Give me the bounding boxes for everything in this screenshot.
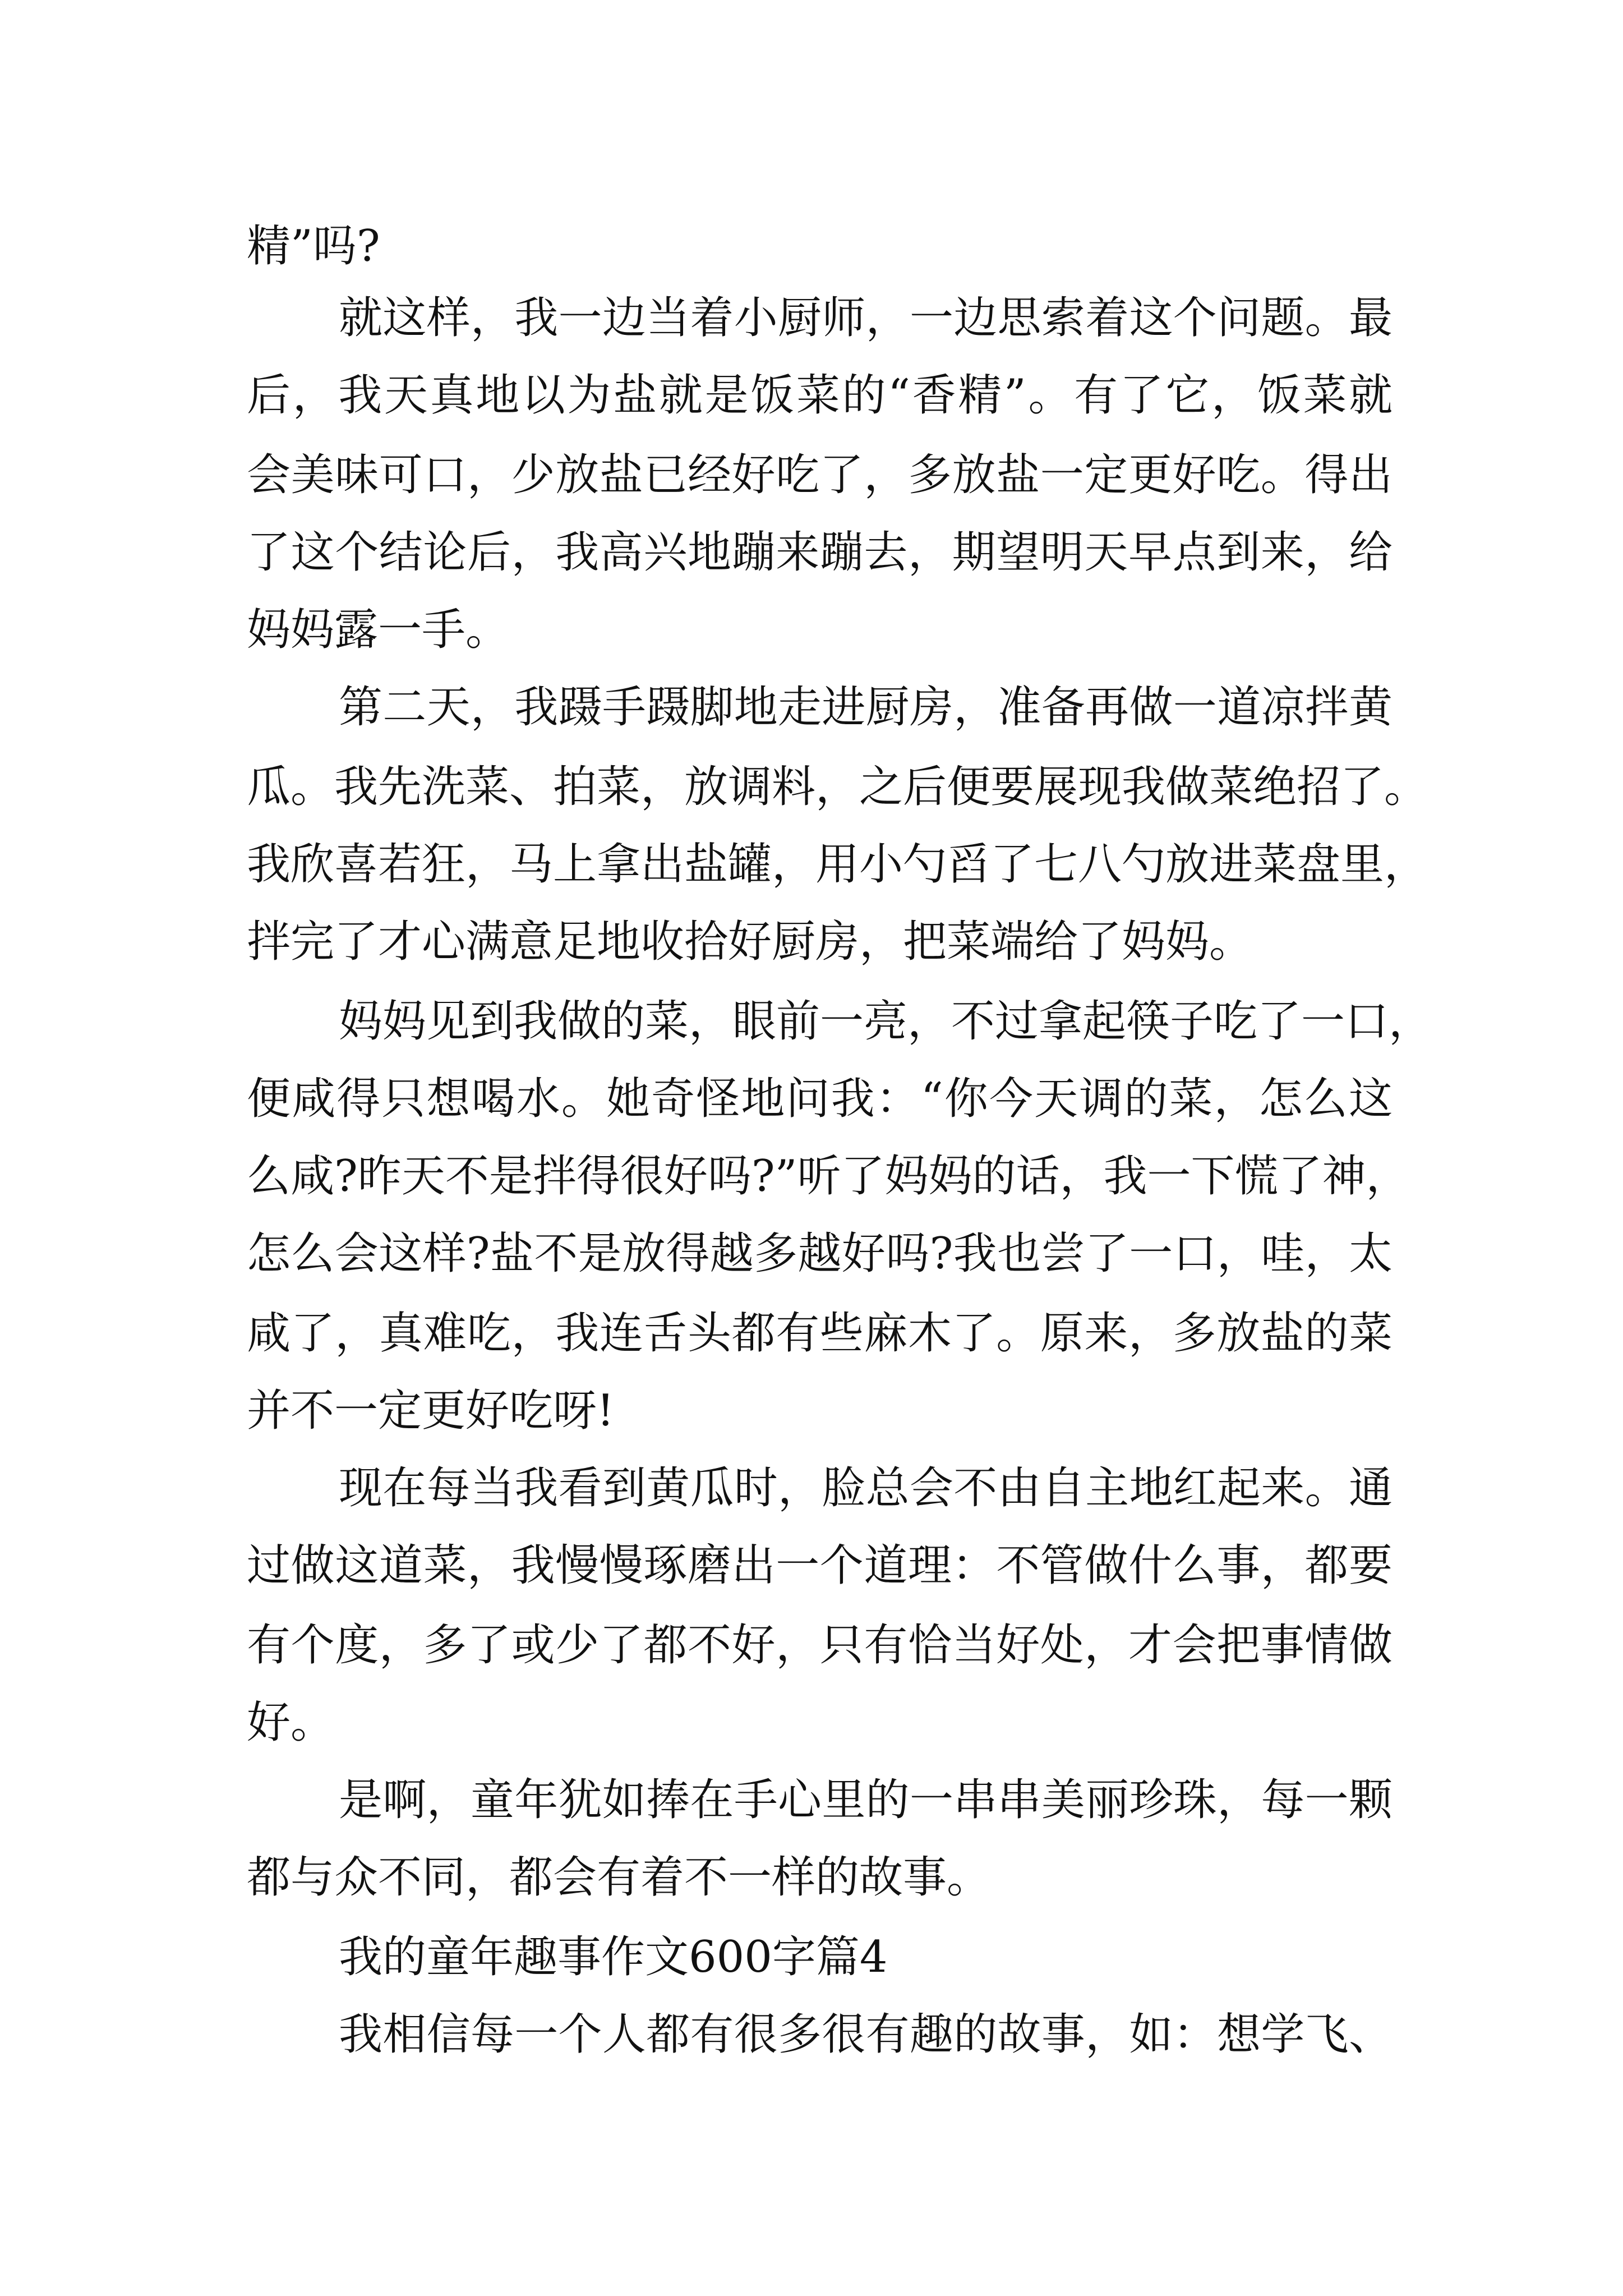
text-line: 咸了，真难吃，我连舌头都有些麻木了。原来，多放盐的菜	[247, 1308, 1393, 1359]
text-line: 会美味可口，少放盐已经好吃了，多放盐一定更好吃。得出	[247, 450, 1393, 500]
text-line: 妈妈露一手。	[247, 605, 510, 655]
text-line: 好。	[247, 1697, 335, 1748]
text-line: 都与众不同，都会有着不一样的故事。	[247, 1852, 991, 1903]
text-line: 是啊，童年犹如捧在手心里的一串串美丽珍珠，每一颗	[339, 1775, 1393, 1825]
text-line: 便咸得只想喝水。她奇怪地问我：“你今天调的菜，怎么这	[247, 1074, 1393, 1124]
text-line: 了这个结论后，我高兴地蹦来蹦去，期望明天早点到来，给	[247, 527, 1393, 578]
text-line: 我相信每一个人都有很多很有趣的故事，如：想学飞、	[339, 2009, 1393, 2060]
text-line: 拌完了才心满意足地收拾好厨房，把菜端给了妈妈。	[247, 917, 1253, 967]
text-line: 过做这道菜，我慢慢琢磨出一个道理：不管做什么事，都要	[247, 1540, 1393, 1591]
text-line: 并不一定更好吃呀!	[247, 1386, 615, 1436]
text-line: 么咸?昨天不是拌得很好吗?”听了妈妈的话，我一下慌了神，	[247, 1151, 1410, 1202]
text-line: 我欣喜若狂，马上拿出盐罐，用小勺舀了七八勺放进菜盘里，	[247, 839, 1428, 890]
text-line: 精”吗?	[247, 221, 380, 272]
text-line: 现在每当我看到黄瓜时，脸总会不由自主地红起来。通	[339, 1463, 1393, 1513]
text-line: 后，我天真地以为盐就是饭菜的“香精”。有了它，饭菜就	[247, 370, 1393, 421]
text-line: 有个度，多了或少了都不好，只有恰当好处，才会把事情做	[247, 1620, 1393, 1671]
section-heading: 我的童年趣事作文600字篇4	[339, 1932, 888, 1982]
text-line: 怎么会这样?盐不是放得越多越好吗?我也尝了一口，哇，太	[247, 1228, 1393, 1279]
text-line: 第二天，我蹑手蹑脚地走进厨房，准备再做一道凉拌黄	[339, 682, 1393, 733]
text-line: 妈妈见到我做的菜，眼前一亮，不过拿起筷子吃了一口，	[339, 996, 1433, 1047]
text-line: 瓜。我先洗菜、拍菜，放调料，之后便要展现我做菜绝招了。	[247, 762, 1428, 812]
text-line: 就这样，我一边当着小厨师，一边思索着这个问题。最	[339, 293, 1393, 343]
